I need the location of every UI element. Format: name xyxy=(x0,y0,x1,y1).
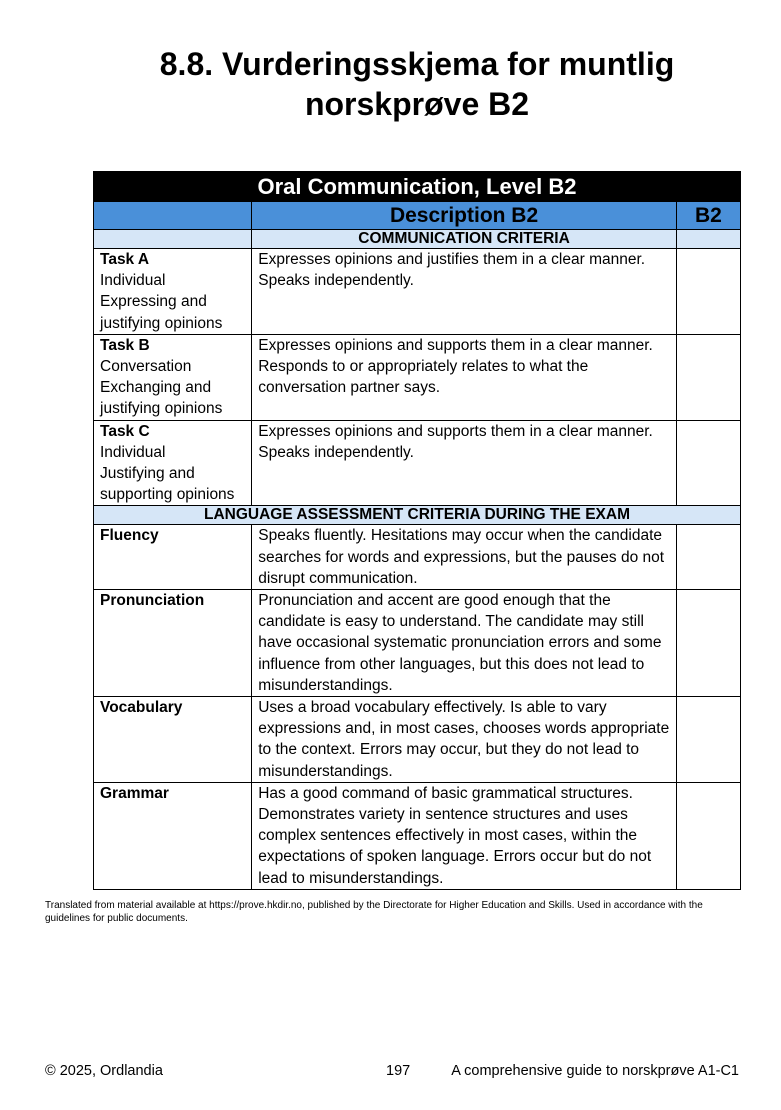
table-column-header-row xyxy=(94,202,741,230)
translation-note: Translated from material available at https://prove.hkdir.no, published by the Directorate for Higher Education and Skills. Used in accordance with the guidelines for public documents. xyxy=(45,900,703,924)
task-subtitle-line: supporting opinions xyxy=(100,486,235,504)
table-row-task-a xyxy=(94,249,741,335)
table-row-task-b xyxy=(94,334,741,420)
table-main-heading-row xyxy=(94,172,741,202)
task-title: Task C xyxy=(100,422,150,440)
table-row-pronunciation xyxy=(94,590,741,697)
communication-section-row xyxy=(94,230,741,249)
section-blank-cell xyxy=(676,230,740,249)
footer-book-title: A comprehensive guide to norskprøve A1-C1 xyxy=(451,1063,739,1079)
task-label-cell xyxy=(94,249,252,335)
criterion-description: Uses a broad vocabulary effectively. Is able to vary expressions and, in most cases, chooses words appropriate to the context. Errors may occur, but they do not lead to misunderstandings. xyxy=(252,697,677,783)
empty-header-cell xyxy=(94,202,252,230)
communication-section-label: COMMUNICATION CRITERIA xyxy=(252,230,677,249)
task-label-cell xyxy=(94,334,252,420)
task-score-cell[interactable] xyxy=(676,334,740,420)
table-row-fluency xyxy=(94,525,741,590)
task-subtitle-line: Justifying and xyxy=(100,465,195,483)
task-mode: Individual xyxy=(100,272,166,290)
criterion-description: Speaks fluently. Hesitations may occur when the candidate searches for words and expressions, but the pauses do not disrupt communication. xyxy=(252,525,677,590)
task-title: Task A xyxy=(100,251,150,268)
table-row-grammar xyxy=(94,782,741,889)
criterion-score-cell[interactable] xyxy=(676,590,740,697)
footer-page-number: 197 xyxy=(386,1063,411,1079)
page-title-line2: norskprøve B2 xyxy=(304,86,530,122)
task-subtitle-line: justifying opinions xyxy=(100,314,223,332)
criterion-description: Pronunciation and accent are good enough that the candidate is easy to understand. The candidate may still have occasional systematic pronunciation errors and some influence from other languages, but this does not lead to misunderstandings. xyxy=(252,590,677,697)
task-score-cell[interactable] xyxy=(676,249,740,335)
task-label-cell xyxy=(94,420,252,506)
task-score-cell[interactable] xyxy=(676,420,740,506)
criterion-description: Has a good command of basic grammatical structures. Demonstrates variety in sentence structures and uses complex sentences effectively in most cases, within the expectations of spoken language. Errors occur but do not lead to misunderstandings. xyxy=(252,782,677,889)
task-mode: Conversation xyxy=(100,358,192,376)
task-subtitle-line: Exchanging and xyxy=(100,379,212,397)
criterion-score-cell[interactable] xyxy=(676,525,740,590)
task-mode: Individual xyxy=(100,443,166,461)
task-description: Expresses opinions and justifies them in a clear manner. Speaks independently. xyxy=(252,249,677,335)
criterion-score-cell[interactable] xyxy=(676,697,740,783)
page-title xyxy=(60,44,774,124)
table-row-vocabulary xyxy=(94,697,741,783)
criterion-name: Grammar xyxy=(94,782,252,889)
task-description: Expresses opinions and supports them in a clear manner. Speaks independently. xyxy=(252,420,677,506)
criterion-name: Vocabulary xyxy=(94,697,252,783)
task-subtitle-line: Expressing and xyxy=(100,293,207,311)
description-header: Description B2 xyxy=(252,202,677,230)
task-subtitle-line: justifying opinions xyxy=(100,400,223,418)
language-section-label: LANGUAGE ASSESSMENT CRITERIA DURING THE EXAM xyxy=(94,506,741,525)
table-row-task-c xyxy=(94,420,741,506)
criterion-score-cell[interactable] xyxy=(676,782,740,889)
task-description: Expresses opinions and supports them in a clear manner. Responds to or appropriately relates to what the conversation partner says. xyxy=(252,334,677,420)
level-header: B2 xyxy=(676,202,740,230)
language-section-row xyxy=(94,506,741,525)
table-main-heading: Oral Communication, Level B2 xyxy=(94,172,741,202)
page-title-line1: 8.8. Vurderingsskjema for muntlig xyxy=(159,46,675,82)
assessment-table xyxy=(93,171,741,890)
criterion-name: Pronunciation xyxy=(94,590,252,697)
criterion-name: Fluency xyxy=(94,525,252,590)
section-blank-cell xyxy=(94,230,252,249)
task-title: Task B xyxy=(100,336,150,354)
footer-copyright: © 2025, Ordlandia xyxy=(45,1063,163,1079)
